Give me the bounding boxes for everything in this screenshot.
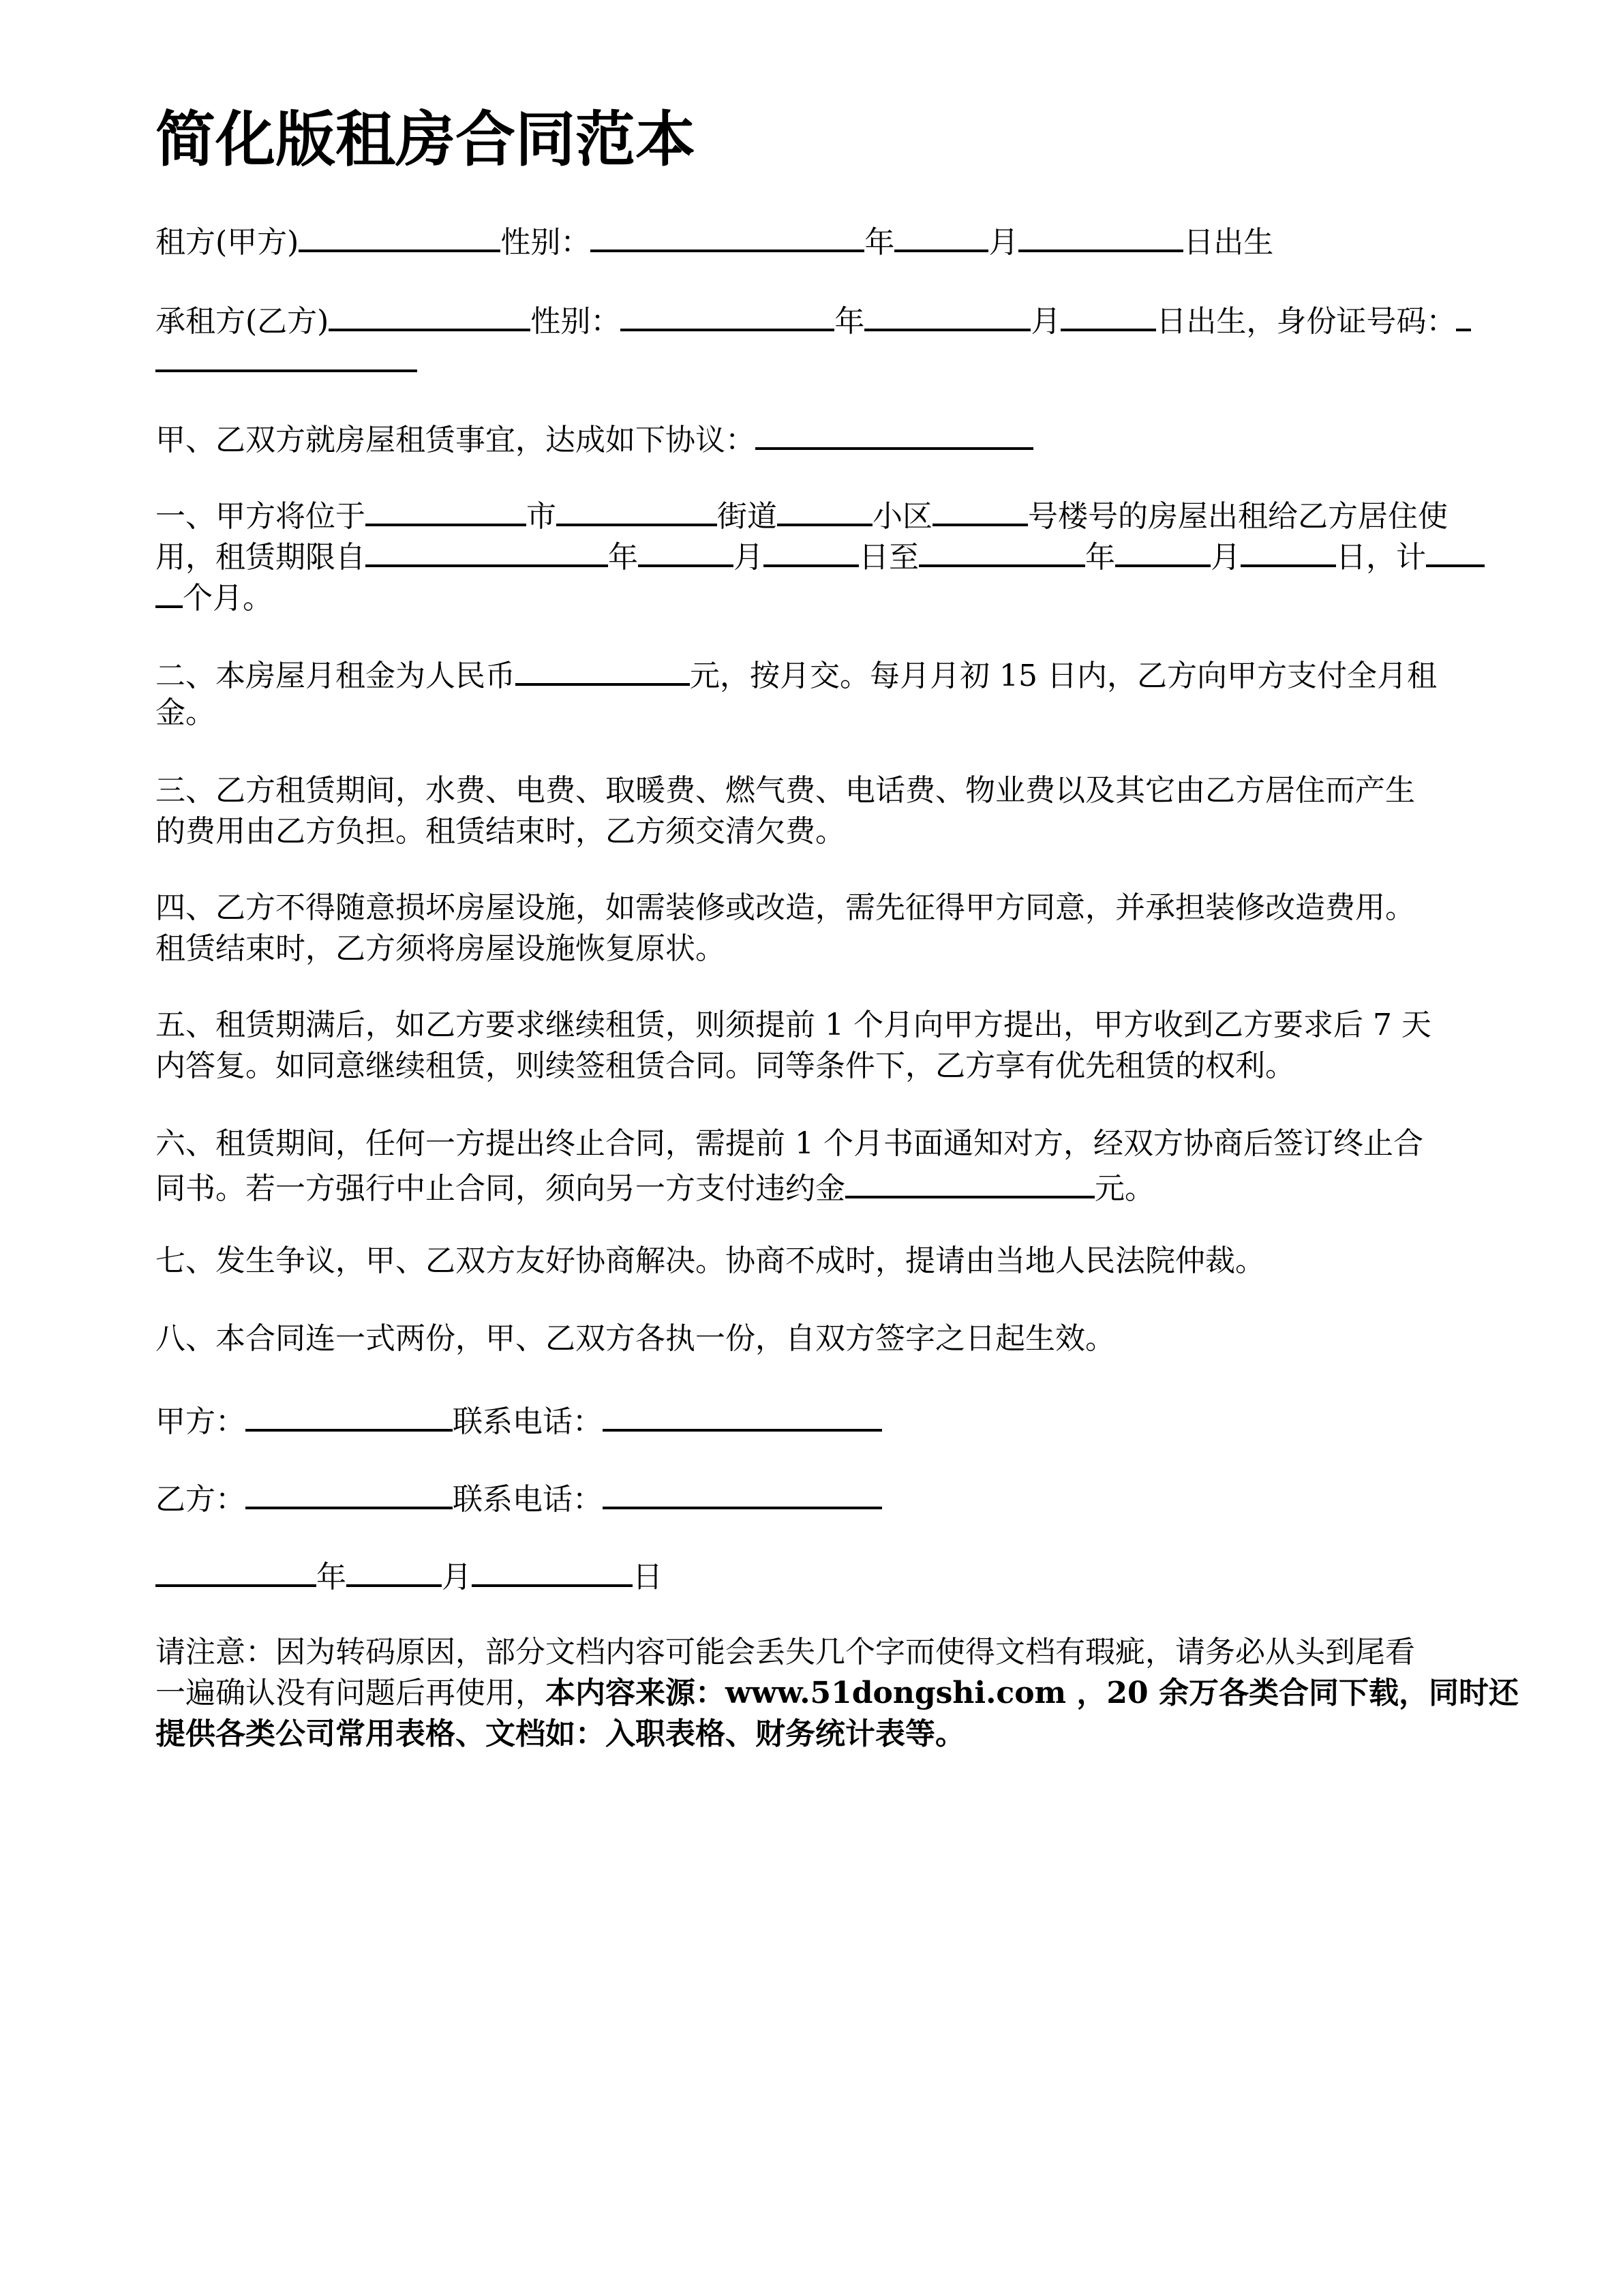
lessor-year-blank [894,218,988,252]
date-year-blank [155,1553,316,1587]
clause-2-end: 金。 [155,695,215,730]
lessee-gender-blank [620,297,834,331]
date-month-blank [346,1553,442,1587]
start-month-blank [638,533,733,567]
id-number-blank [155,338,417,372]
date-line [155,1553,663,1598]
signature-a-line [155,1398,882,1442]
lessee-line [155,297,1471,342]
penalty-amount-blank [845,1164,1095,1198]
lessor-gender-blank [590,218,864,252]
party-b-signature-blank [245,1475,453,1509]
agreement-blank [755,416,1033,450]
year-label: 年 [316,1560,346,1595]
clause-3-line-2 [155,811,845,852]
notice-line-2 [155,1673,1519,1714]
party-a-signature-blank [245,1398,453,1432]
clause-5-text: 内答复。如同意继续租赁，则续签租赁合同。同等条件下，乙方享有优先租赁的权利。 [155,1048,1295,1083]
lessee-gender-label: 性别： [530,304,621,339]
lessor-line [155,218,1273,263]
party-a-label: 甲方： [155,1404,245,1439]
community-blank [777,492,873,526]
clause-3-text: 三、乙方租赁期间，水费、电费、取暖费、燃气费、电话费、物业费以及其它由乙方居住而产生 [155,773,1415,808]
id-number-blank-start [1456,297,1471,331]
clause-2-line-1 [155,652,1437,697]
party-a-phone-blank [603,1398,882,1432]
source-notice: 本内容来源：www.51dongshi.com ，20 余万各类合同下载，同时还 [545,1676,1519,1710]
rent-amount-blank [515,652,690,686]
notice-line-3 [155,1714,965,1755]
months-blank [155,574,183,608]
start-day-blank [763,533,859,567]
clause-1-line-3 [155,574,273,619]
end-day-blank [1241,533,1336,567]
party-b-label: 乙方： [155,1482,245,1517]
clause-1-line-2 [155,533,1485,578]
clause-6-line-2 [155,1164,1155,1209]
party-b-phone-blank [603,1475,882,1509]
clause-1-line-1 [155,492,1448,537]
year-label: 年 [1085,540,1115,575]
rent-terms: 元，按月交。每月月初 15 日内，乙方向甲方支付全月租 [690,659,1437,693]
clause-4-line-2 [155,928,725,969]
agreement-intro [155,416,1033,461]
date-day-blank [472,1553,633,1587]
end-year-blank [919,533,1085,567]
lessee-name-blank [329,297,530,331]
building-blank [932,492,1028,526]
month-label: 月 [1211,540,1241,575]
lease-term-label: 用，租赁期限自 [155,540,365,575]
clause-4-text: 租赁结束时，乙方须将房屋设施恢复原状。 [155,931,725,966]
lessee-month-blank [1061,297,1156,331]
month-label: 月 [988,225,1019,260]
day-label: 日 [633,1560,663,1595]
year-label: 年 [608,540,638,575]
clause-3-text: 的费用由乙方负担。租赁结束时，乙方须交清欠费。 [155,814,845,849]
notice-line-1 [155,1632,1415,1673]
document-title: 简化版租房合同范本 [155,104,696,175]
lessor-label: 租方(甲方) [155,225,299,260]
day-to-label: 日至 [859,540,919,575]
born-label: 日出生 [1183,225,1274,260]
signature-b-line [155,1475,882,1520]
lessor-name-blank [299,218,500,252]
id-number-label: 日出生，身份证号码： [1156,304,1457,339]
notice-text: 一遍确认没有问题后再使用， [155,1676,545,1710]
city-blank [365,492,526,526]
clause-6-line-1 [155,1123,1423,1164]
party-b-phone-label: 联系电话： [453,1482,603,1517]
year-label: 年 [864,225,895,260]
id-number-line [155,338,417,383]
clause-7-text: 七、发生争议，甲、乙双方友好协商解决。协商不成时，提请由当地人民法院仲裁。 [155,1243,1265,1278]
agreement-intro-text: 甲、乙双方就房屋租赁事宜，达成如下协议： [155,423,755,457]
community-label: 小区 [873,499,932,534]
clause-5-line-2 [155,1046,1295,1087]
month-label: 月 [1031,304,1061,339]
clause-5-line-1 [155,1005,1431,1046]
clause-8-line [155,1318,1115,1359]
street-blank [556,492,717,526]
clause-2-line-2 [155,693,215,734]
month-label: 月 [733,540,763,575]
clause-6-text: 六、租赁期间，任何一方提出终止合同，需提前 1 个月书面通知对方，经双方协商后签订终止合 [155,1126,1423,1161]
clause-5-text: 五、租赁期满后，如乙方要求继续租赁，则须提前 1 个月向甲方提出，甲方收到乙方要求后 7 天 [155,1008,1431,1042]
lessee-label: 承租方(乙方) [155,304,329,339]
yuan-label: 元。 [1095,1171,1155,1206]
end-month-blank [1115,533,1211,567]
clause-1-text: 一、甲方将位于 [155,499,365,534]
source-notice: 提供各类公司常用表格、文档如：入职表格、财务统计表等。 [155,1717,965,1751]
notice-text: 请注意：因为转码原因，部分文档内容可能会丢失几个字而使得文档有瑕疵，请务必从头到尾看 [155,1635,1415,1670]
year-label: 年 [834,304,865,339]
clause-3-line-1 [155,770,1415,811]
clause-4-text: 四、乙方不得随意损坏房屋设施，如需装修或改造，需先征得甲方同意，并承担装修改造费用。 [155,890,1415,925]
start-year-blank [365,533,608,567]
months-label: 个月。 [183,581,273,616]
penalty-label: 同书。若一方强行中止合同，须向另一方支付违约金 [155,1171,845,1206]
party-a-phone-label: 联系电话： [453,1404,603,1439]
lessor-gender-label: 性别： [500,225,591,260]
rent-label: 二、本房屋月租金为人民币 [155,659,515,693]
lessee-year-blank [864,297,1031,331]
month-label: 月 [442,1560,472,1595]
total-label: 日，计 [1336,540,1426,575]
building-label: 号楼号的房屋出租给乙方居住使 [1028,499,1448,534]
street-label: 街道 [717,499,777,534]
months-blank-start [1426,533,1485,567]
city-label: 市 [526,499,556,534]
clause-8-text: 八、本合同连一式两份，甲、乙双方各执一份，自双方签字之日起生效。 [155,1321,1115,1356]
clause-7-line [155,1241,1265,1282]
lessor-month-blank [1018,218,1183,252]
clause-4-line-1 [155,888,1415,928]
